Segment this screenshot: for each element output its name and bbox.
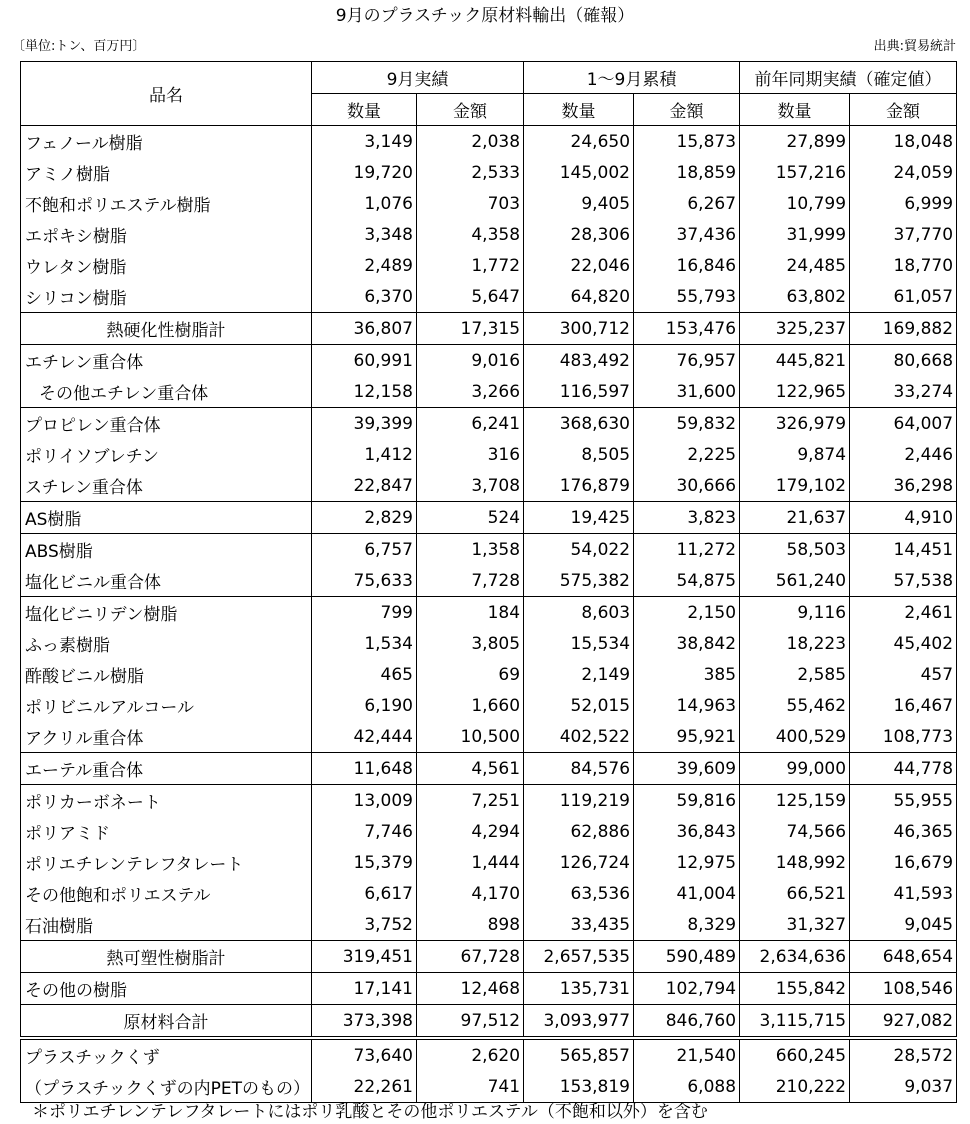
header-amount: 金額 bbox=[850, 94, 957, 126]
quantity-cell: 42,444 bbox=[312, 721, 417, 753]
quantity-cell: 8,505 bbox=[524, 439, 634, 470]
amount-cell: 54,875 bbox=[634, 565, 740, 597]
page-title: 9月のプラスチック原材料輸出（確報） bbox=[335, 6, 635, 26]
row-name: アクリル重合体 bbox=[21, 721, 312, 753]
table-row bbox=[21, 345, 957, 377]
quantity-cell: 9,405 bbox=[524, 188, 634, 219]
amount-cell: 6,088 bbox=[634, 1071, 740, 1103]
quantity-cell: 125,159 bbox=[740, 785, 850, 817]
quantity-cell: 6,757 bbox=[312, 534, 417, 566]
row-name: （プラスチックくずの内PETのもの） bbox=[21, 1071, 312, 1103]
amount-cell: 59,832 bbox=[634, 408, 740, 440]
quantity-cell: 179,102 bbox=[740, 470, 850, 502]
table-row bbox=[21, 597, 957, 629]
amount-cell: 97,512 bbox=[417, 1005, 524, 1039]
quantity-cell: 73,640 bbox=[312, 1038, 417, 1071]
amount-cell: 6,241 bbox=[417, 408, 524, 440]
amount-cell: 14,451 bbox=[850, 534, 957, 566]
amount-cell: 44,778 bbox=[850, 753, 957, 785]
quantity-cell: 55,462 bbox=[740, 690, 850, 721]
row-name: ポリアミド bbox=[21, 816, 312, 847]
amount-cell: 9,016 bbox=[417, 345, 524, 377]
amount-cell: 3,805 bbox=[417, 628, 524, 659]
amount-cell: 10,500 bbox=[417, 721, 524, 753]
quantity-cell: 300,712 bbox=[524, 313, 634, 345]
row-name: エチレン重合体 bbox=[21, 345, 312, 377]
amount-cell: 703 bbox=[417, 188, 524, 219]
row-name: フェノール樹脂 bbox=[21, 126, 312, 158]
quantity-cell: 373,398 bbox=[312, 1005, 417, 1039]
header-amount: 金額 bbox=[417, 94, 524, 126]
row-name: アミノ樹脂 bbox=[21, 157, 312, 188]
amount-cell: 4,170 bbox=[417, 878, 524, 909]
quantity-cell: 119,219 bbox=[524, 785, 634, 817]
table-row bbox=[21, 847, 957, 878]
table-row bbox=[21, 753, 957, 785]
quantity-cell: 6,370 bbox=[312, 281, 417, 313]
amount-cell: 5,647 bbox=[417, 281, 524, 313]
table-row bbox=[21, 941, 957, 973]
quantity-cell: 3,752 bbox=[312, 909, 417, 941]
quantity-cell: 126,724 bbox=[524, 847, 634, 878]
row-name: ポリイソブレチン bbox=[21, 439, 312, 470]
amount-cell: 7,251 bbox=[417, 785, 524, 817]
quantity-cell: 66,521 bbox=[740, 878, 850, 909]
quantity-cell: 2,634,636 bbox=[740, 941, 850, 973]
quantity-cell: 2,149 bbox=[524, 659, 634, 690]
amount-cell: 39,609 bbox=[634, 753, 740, 785]
quantity-cell: 63,536 bbox=[524, 878, 634, 909]
quantity-cell: 2,829 bbox=[312, 502, 417, 534]
quantity-cell: 660,245 bbox=[740, 1038, 850, 1071]
quantity-cell: 575,382 bbox=[524, 565, 634, 597]
header-name: 品名 bbox=[21, 62, 312, 126]
amount-cell: 61,057 bbox=[850, 281, 957, 313]
quantity-cell: 400,529 bbox=[740, 721, 850, 753]
quantity-cell: 8,603 bbox=[524, 597, 634, 629]
quantity-cell: 18,223 bbox=[740, 628, 850, 659]
amount-cell: 2,533 bbox=[417, 157, 524, 188]
amount-cell: 11,272 bbox=[634, 534, 740, 566]
amount-cell: 153,476 bbox=[634, 313, 740, 345]
table-row bbox=[21, 126, 957, 158]
row-name: シリコン樹脂 bbox=[21, 281, 312, 313]
quantity-cell: 402,522 bbox=[524, 721, 634, 753]
quantity-cell: 465 bbox=[312, 659, 417, 690]
quantity-cell: 11,648 bbox=[312, 753, 417, 785]
quantity-cell: 19,425 bbox=[524, 502, 634, 534]
table-row bbox=[21, 408, 957, 440]
table-row bbox=[21, 470, 957, 502]
quantity-cell: 99,000 bbox=[740, 753, 850, 785]
unit-label: 〔単位:トン、百万円〕 bbox=[12, 39, 146, 54]
quantity-cell: 176,879 bbox=[524, 470, 634, 502]
quantity-cell: 33,435 bbox=[524, 909, 634, 941]
quantity-cell: 122,965 bbox=[740, 376, 850, 408]
row-name: 塩化ビニリデン樹脂 bbox=[21, 597, 312, 629]
table-row bbox=[21, 376, 957, 408]
quantity-cell: 27,899 bbox=[740, 126, 850, 158]
amount-cell: 3,266 bbox=[417, 376, 524, 408]
amount-cell: 2,225 bbox=[634, 439, 740, 470]
header-group-prior-year: 前年同期実績（確定値） bbox=[740, 62, 957, 94]
row-name: 酢酸ビニル樹脂 bbox=[21, 659, 312, 690]
quantity-cell: 3,348 bbox=[312, 219, 417, 250]
row-name: ABS樹脂 bbox=[21, 534, 312, 566]
amount-cell: 67,728 bbox=[417, 941, 524, 973]
amount-cell: 18,770 bbox=[850, 250, 957, 281]
amount-cell: 2,038 bbox=[417, 126, 524, 158]
amount-cell: 2,446 bbox=[850, 439, 957, 470]
row-name: 塩化ビニル重合体 bbox=[21, 565, 312, 597]
amount-cell: 33,274 bbox=[850, 376, 957, 408]
quantity-cell: 24,650 bbox=[524, 126, 634, 158]
amount-cell: 16,846 bbox=[634, 250, 740, 281]
amount-cell: 18,048 bbox=[850, 126, 957, 158]
quantity-cell: 799 bbox=[312, 597, 417, 629]
row-name: AS樹脂 bbox=[21, 502, 312, 534]
table-row bbox=[21, 565, 957, 597]
row-name: 熱硬化性樹脂計 bbox=[21, 313, 312, 345]
amount-cell: 846,760 bbox=[634, 1005, 740, 1039]
quantity-cell: 12,158 bbox=[312, 376, 417, 408]
amount-cell: 184 bbox=[417, 597, 524, 629]
amount-cell: 45,402 bbox=[850, 628, 957, 659]
quantity-cell: 63,802 bbox=[740, 281, 850, 313]
amount-cell: 46,365 bbox=[850, 816, 957, 847]
amount-cell: 37,436 bbox=[634, 219, 740, 250]
header-quantity: 数量 bbox=[524, 94, 634, 126]
amount-cell: 2,620 bbox=[417, 1038, 524, 1071]
quantity-cell: 24,485 bbox=[740, 250, 850, 281]
quantity-cell: 9,116 bbox=[740, 597, 850, 629]
amount-cell: 37,770 bbox=[850, 219, 957, 250]
quantity-cell: 21,637 bbox=[740, 502, 850, 534]
header-quantity: 数量 bbox=[740, 94, 850, 126]
row-name: 石油樹脂 bbox=[21, 909, 312, 941]
amount-cell: 41,004 bbox=[634, 878, 740, 909]
quantity-cell: 22,261 bbox=[312, 1071, 417, 1103]
quantity-cell: 1,534 bbox=[312, 628, 417, 659]
quantity-cell: 84,576 bbox=[524, 753, 634, 785]
table-row bbox=[21, 281, 957, 313]
amount-cell: 59,816 bbox=[634, 785, 740, 817]
row-name: プロピレン重合体 bbox=[21, 408, 312, 440]
quantity-cell: 326,979 bbox=[740, 408, 850, 440]
quantity-cell: 58,503 bbox=[740, 534, 850, 566]
row-name: プラスチックくず bbox=[21, 1038, 312, 1071]
amount-cell: 108,773 bbox=[850, 721, 957, 753]
quantity-cell: 19,720 bbox=[312, 157, 417, 188]
row-name: スチレン重合体 bbox=[21, 470, 312, 502]
amount-cell: 15,873 bbox=[634, 126, 740, 158]
row-name: その他エチレン重合体 bbox=[21, 376, 312, 408]
amount-cell: 927,082 bbox=[850, 1005, 957, 1039]
quantity-cell: 7,746 bbox=[312, 816, 417, 847]
amount-cell: 1,660 bbox=[417, 690, 524, 721]
amount-cell: 385 bbox=[634, 659, 740, 690]
quantity-cell: 60,991 bbox=[312, 345, 417, 377]
quantity-cell: 22,046 bbox=[524, 250, 634, 281]
quantity-cell: 368,630 bbox=[524, 408, 634, 440]
quantity-cell: 2,585 bbox=[740, 659, 850, 690]
table-row bbox=[21, 502, 957, 534]
quantity-cell: 325,237 bbox=[740, 313, 850, 345]
row-name: ポリエチレンテレフタレート bbox=[21, 847, 312, 878]
amount-cell: 9,045 bbox=[850, 909, 957, 941]
quantity-cell: 74,566 bbox=[740, 816, 850, 847]
row-name: 不飽和ポリエステル樹脂 bbox=[21, 188, 312, 219]
table-row bbox=[21, 188, 957, 219]
amount-cell: 648,654 bbox=[850, 941, 957, 973]
quantity-cell: 22,847 bbox=[312, 470, 417, 502]
amount-cell: 4,561 bbox=[417, 753, 524, 785]
table-body bbox=[21, 126, 957, 1103]
table-row bbox=[21, 439, 957, 470]
quantity-cell: 319,451 bbox=[312, 941, 417, 973]
table-row bbox=[21, 659, 957, 690]
quantity-cell: 28,306 bbox=[524, 219, 634, 250]
amount-cell: 30,666 bbox=[634, 470, 740, 502]
quantity-cell: 10,799 bbox=[740, 188, 850, 219]
amount-cell: 64,007 bbox=[850, 408, 957, 440]
amount-cell: 6,267 bbox=[634, 188, 740, 219]
row-name: 原材料合計 bbox=[21, 1005, 312, 1039]
amount-cell: 1,444 bbox=[417, 847, 524, 878]
quantity-cell: 6,190 bbox=[312, 690, 417, 721]
amount-cell: 12,975 bbox=[634, 847, 740, 878]
quantity-cell: 153,819 bbox=[524, 1071, 634, 1103]
row-name: その他飽和ポリエステル bbox=[21, 878, 312, 909]
table-row bbox=[21, 721, 957, 753]
quantity-cell: 561,240 bbox=[740, 565, 850, 597]
source-label: 出典:貿易統計 bbox=[873, 39, 956, 54]
row-name: その他の樹脂 bbox=[21, 973, 312, 1005]
amount-cell: 8,329 bbox=[634, 909, 740, 941]
table-row bbox=[21, 785, 957, 817]
amount-cell: 3,823 bbox=[634, 502, 740, 534]
amount-cell: 7,728 bbox=[417, 565, 524, 597]
amount-cell: 76,957 bbox=[634, 345, 740, 377]
amount-cell: 17,315 bbox=[417, 313, 524, 345]
quantity-cell: 3,149 bbox=[312, 126, 417, 158]
amount-cell: 6,999 bbox=[850, 188, 957, 219]
quantity-cell: 64,820 bbox=[524, 281, 634, 313]
quantity-cell: 135,731 bbox=[524, 973, 634, 1005]
amount-cell: 80,668 bbox=[850, 345, 957, 377]
amount-cell: 4,358 bbox=[417, 219, 524, 250]
table-row bbox=[21, 1005, 957, 1039]
amount-cell: 18,859 bbox=[634, 157, 740, 188]
table-row bbox=[21, 878, 957, 909]
quantity-cell: 155,842 bbox=[740, 973, 850, 1005]
amount-cell: 4,294 bbox=[417, 816, 524, 847]
quantity-cell: 210,222 bbox=[740, 1071, 850, 1103]
amount-cell: 12,468 bbox=[417, 973, 524, 1005]
row-name: ふっ素樹脂 bbox=[21, 628, 312, 659]
quantity-cell: 2,489 bbox=[312, 250, 417, 281]
table-row bbox=[21, 690, 957, 721]
table-row bbox=[21, 219, 957, 250]
table-row bbox=[21, 1071, 957, 1103]
table-row bbox=[21, 250, 957, 281]
amount-cell: 55,793 bbox=[634, 281, 740, 313]
quantity-cell: 148,992 bbox=[740, 847, 850, 878]
quantity-cell: 54,022 bbox=[524, 534, 634, 566]
quantity-cell: 15,534 bbox=[524, 628, 634, 659]
quantity-cell: 39,399 bbox=[312, 408, 417, 440]
amount-cell: 9,037 bbox=[850, 1071, 957, 1103]
amount-cell: 95,921 bbox=[634, 721, 740, 753]
amount-cell: 24,059 bbox=[850, 157, 957, 188]
amount-cell: 31,600 bbox=[634, 376, 740, 408]
quantity-cell: 52,015 bbox=[524, 690, 634, 721]
table-row bbox=[21, 816, 957, 847]
amount-cell: 21,540 bbox=[634, 1038, 740, 1071]
amount-cell: 4,910 bbox=[850, 502, 957, 534]
quantity-cell: 75,633 bbox=[312, 565, 417, 597]
amount-cell: 16,467 bbox=[850, 690, 957, 721]
quantity-cell: 3,115,715 bbox=[740, 1005, 850, 1039]
row-name: ポリビニルアルコール bbox=[21, 690, 312, 721]
quantity-cell: 565,857 bbox=[524, 1038, 634, 1071]
quantity-cell: 36,807 bbox=[312, 313, 417, 345]
amount-cell: 590,489 bbox=[634, 941, 740, 973]
quantity-cell: 62,886 bbox=[524, 816, 634, 847]
quantity-cell: 31,999 bbox=[740, 219, 850, 250]
quantity-cell: 1,076 bbox=[312, 188, 417, 219]
amount-cell: 1,772 bbox=[417, 250, 524, 281]
amount-cell: 3,708 bbox=[417, 470, 524, 502]
amount-cell: 316 bbox=[417, 439, 524, 470]
quantity-cell: 13,009 bbox=[312, 785, 417, 817]
row-name: ポリカーボネート bbox=[21, 785, 312, 817]
table-row bbox=[21, 1038, 957, 1071]
amount-cell: 1,358 bbox=[417, 534, 524, 566]
amount-cell: 36,298 bbox=[850, 470, 957, 502]
amount-cell: 38,842 bbox=[634, 628, 740, 659]
row-name: エポキシ樹脂 bbox=[21, 219, 312, 250]
quantity-cell: 483,492 bbox=[524, 345, 634, 377]
amount-cell: 898 bbox=[417, 909, 524, 941]
amount-cell: 36,843 bbox=[634, 816, 740, 847]
amount-cell: 102,794 bbox=[634, 973, 740, 1005]
quantity-cell: 157,216 bbox=[740, 157, 850, 188]
table-row bbox=[21, 534, 957, 566]
header-amount: 金額 bbox=[634, 94, 740, 126]
header-quantity: 数量 bbox=[312, 94, 417, 126]
quantity-cell: 17,141 bbox=[312, 973, 417, 1005]
table-row bbox=[21, 157, 957, 188]
quantity-cell: 9,874 bbox=[740, 439, 850, 470]
table-row bbox=[21, 909, 957, 941]
table-row bbox=[21, 973, 957, 1005]
quantity-cell: 116,597 bbox=[524, 376, 634, 408]
amount-cell: 69 bbox=[417, 659, 524, 690]
quantity-cell: 145,002 bbox=[524, 157, 634, 188]
amount-cell: 14,963 bbox=[634, 690, 740, 721]
quantity-cell: 6,617 bbox=[312, 878, 417, 909]
quantity-cell: 15,379 bbox=[312, 847, 417, 878]
quantity-cell: 31,327 bbox=[740, 909, 850, 941]
amount-cell: 108,546 bbox=[850, 973, 957, 1005]
table-row bbox=[21, 313, 957, 345]
header-group-september: 9月実績 bbox=[312, 62, 524, 94]
amount-cell: 28,572 bbox=[850, 1038, 957, 1071]
amount-cell: 55,955 bbox=[850, 785, 957, 817]
table-row bbox=[21, 628, 957, 659]
amount-cell: 16,679 bbox=[850, 847, 957, 878]
row-name: ウレタン樹脂 bbox=[21, 250, 312, 281]
amount-cell: 57,538 bbox=[850, 565, 957, 597]
row-name: エーテル重合体 bbox=[21, 753, 312, 785]
row-name: 熱可塑性樹脂計 bbox=[21, 941, 312, 973]
amount-cell: 457 bbox=[850, 659, 957, 690]
amount-cell: 2,150 bbox=[634, 597, 740, 629]
header-group-cumulative: 1～9月累積 bbox=[524, 62, 740, 94]
quantity-cell: 445,821 bbox=[740, 345, 850, 377]
quantity-cell: 2,657,535 bbox=[524, 941, 634, 973]
footnote: ＊ポリエチレンテレフタレートにはポリ乳酸とその他ポリエステル（不飽和以外）を含む bbox=[32, 1102, 708, 1122]
amount-cell: 169,882 bbox=[850, 313, 957, 345]
export-table bbox=[20, 61, 957, 1103]
amount-cell: 741 bbox=[417, 1071, 524, 1103]
amount-cell: 524 bbox=[417, 502, 524, 534]
amount-cell: 41,593 bbox=[850, 878, 957, 909]
quantity-cell: 3,093,977 bbox=[524, 1005, 634, 1039]
amount-cell: 2,461 bbox=[850, 597, 957, 629]
quantity-cell: 1,412 bbox=[312, 439, 417, 470]
